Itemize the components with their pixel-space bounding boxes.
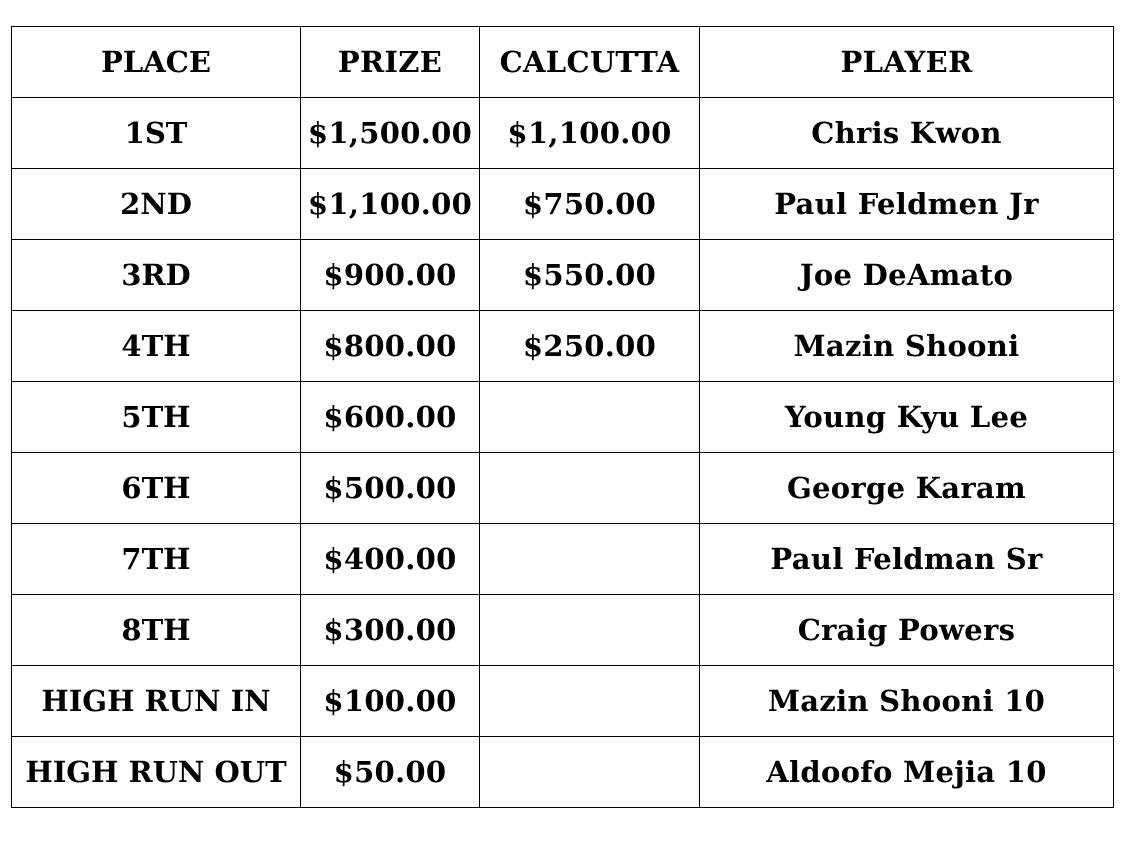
prize-cell: $800.00 <box>301 311 480 382</box>
table-row <box>12 737 1114 808</box>
player-cell: George Karam <box>700 453 1114 524</box>
header-calcutta: CALCUTTA <box>480 27 700 98</box>
prize-cell: $900.00 <box>301 240 480 311</box>
place-cell: 2ND <box>12 169 301 240</box>
calcutta-cell: $750.00 <box>480 169 700 240</box>
prize-cell: $1,100.00 <box>301 169 480 240</box>
player-cell: Paul Feldman Sr <box>700 524 1114 595</box>
table-row <box>12 240 1114 311</box>
calcutta-cell: $550.00 <box>480 240 700 311</box>
calcutta-cell: $1,100.00 <box>480 98 700 169</box>
table-row <box>12 98 1114 169</box>
table-row <box>12 169 1114 240</box>
place-cell: 5TH <box>12 382 301 453</box>
prize-cell: $50.00 <box>301 737 480 808</box>
header-place: PLACE <box>12 27 301 98</box>
player-cell: Paul Feldmen Jr <box>700 169 1114 240</box>
place-cell: 1ST <box>12 98 301 169</box>
prize-cell: $400.00 <box>301 524 480 595</box>
place-cell: HIGH RUN IN <box>12 666 301 737</box>
calcutta-cell <box>480 666 700 737</box>
table-row <box>12 595 1114 666</box>
player-cell: Chris Kwon <box>700 98 1114 169</box>
player-cell: Young Kyu Lee <box>700 382 1114 453</box>
calcutta-cell <box>480 737 700 808</box>
prize-cell: $300.00 <box>301 595 480 666</box>
place-cell: 3RD <box>12 240 301 311</box>
player-cell: Craig Powers <box>700 595 1114 666</box>
results-table-body <box>12 98 1114 808</box>
table-row <box>12 524 1114 595</box>
prize-cell: $1,500.00 <box>301 98 480 169</box>
table-row <box>12 666 1114 737</box>
calcutta-cell: $250.00 <box>480 311 700 382</box>
calcutta-cell <box>480 524 700 595</box>
calcutta-cell <box>480 453 700 524</box>
table-row <box>12 453 1114 524</box>
prize-cell: $600.00 <box>301 382 480 453</box>
header-player: PLAYER <box>700 27 1114 98</box>
place-cell: 4TH <box>12 311 301 382</box>
results-table <box>11 26 1114 808</box>
results-table-header <box>12 27 1114 98</box>
header-prize: PRIZE <box>301 27 480 98</box>
place-cell: 6TH <box>12 453 301 524</box>
place-cell: HIGH RUN OUT <box>12 737 301 808</box>
table-row <box>12 311 1114 382</box>
table-row <box>12 382 1114 453</box>
calcutta-cell <box>480 595 700 666</box>
place-cell: 7TH <box>12 524 301 595</box>
header-row <box>12 27 1114 98</box>
prize-cell: $500.00 <box>301 453 480 524</box>
player-cell: Joe DeAmato <box>700 240 1114 311</box>
prize-cell: $100.00 <box>301 666 480 737</box>
place-cell: 8TH <box>12 595 301 666</box>
calcutta-cell <box>480 382 700 453</box>
player-cell: Mazin Shooni <box>700 311 1114 382</box>
player-cell: Mazin Shooni 10 <box>700 666 1114 737</box>
player-cell: Aldoofo Mejia 10 <box>700 737 1114 808</box>
